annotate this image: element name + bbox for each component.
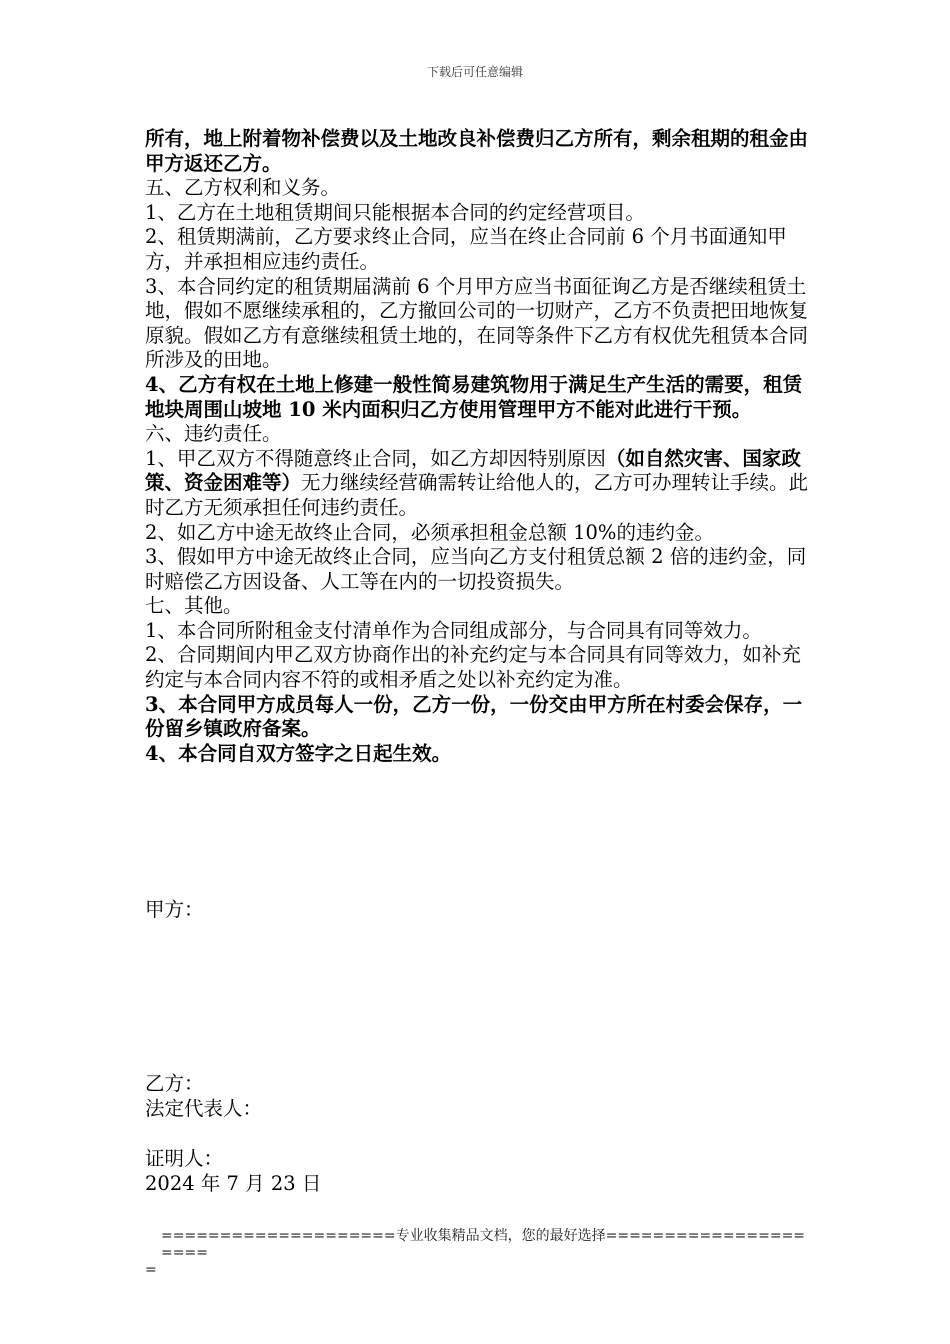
- page-header: 下载后可任意编辑: [426, 65, 523, 79]
- clause-5-2: 2、租赁期满前，乙方要求终止合同，应当在终止合同前 6 个月书面通知甲方，并承担相应违约责任。: [145, 225, 787, 273]
- page-footer: [145, 1228, 813, 1279]
- clause-5-3: 3、本合同约定的租赁期届满前 6 个月甲方应当书面征询乙方是否继续租赁土地，假如不愿继续承租的，乙方撤回公司的一切财产，乙方不负责把田地恢复原貌。假如乙方有意继续租赁土地的，在同等条件下乙方有权优先租赁本合同所涉及的田地。: [145, 274, 809, 372]
- clause-6-1-text-before: 1、甲乙双方不得随意终止合同，如乙方却因特别原因: [145, 446, 606, 470]
- section-heading-rights: 五、乙方权利和义务。: [145, 176, 341, 200]
- clause-6-3: 3、假如甲方中途无故终止合同，应当向乙方支付租赁总额 2 倍的违约金，同时赔偿乙方因设备、人工等在内的一切投资损失。: [145, 545, 807, 593]
- clause-5-1: 1、乙方在土地租赁期间只能根据本合同的约定经营项目。: [145, 200, 645, 224]
- clause-7-2: 2、合同期间内甲乙双方协商作出的补充约定与本合同具有同等效力，如补充约定与本合同内容不符的或相矛盾之处以补充约定为准。: [145, 643, 801, 692]
- footer-banner: ====================专业收集精品文档，您的最好选择=====================: [161, 1228, 806, 1261]
- clause-6-2: 2、如乙方中途无故终止合同，必须承担租金总额 10%的违约金。: [145, 520, 714, 544]
- clause-5-4: 4、乙方有权在土地上修建一般性简易建筑物用于满足生产生活的需要，租赁地块周围山坡地 10 米内面积归乙方使用管理甲方不能对此进行干预。: [145, 372, 803, 421]
- clause-6-1: [145, 447, 813, 521]
- paragraph-rent-refund: 所有，地上附着物补偿费以及土地改良补偿费归乙方所有，剩余租期的租金由甲方返还乙方。: [145, 127, 809, 175]
- clause-7-3: 3、本合同甲方成员每人一份，乙方一份，一份交由甲方所在村委会保存，一份留乡镇政府备案。: [145, 692, 803, 741]
- clause-7-4: 4、本合同自双方签字之日起生效。: [145, 741, 452, 765]
- legal-rep-signature-label: 法定代表人：: [145, 1097, 263, 1120]
- witness-signature-label: 证明人：: [145, 1147, 224, 1170]
- clause-7-1: 1、本合同所附租金支付清单作为合同组成部分，与合同具有同等效力。: [145, 618, 762, 642]
- contract-body: [145, 127, 813, 766]
- clause-6-1-text-after: 无力继续经营确需转让给他人的，乙方可办理转让手续。此时乙方无须承担任何违约责任。: [145, 471, 809, 519]
- footer-banner-continuation: =: [145, 1262, 157, 1278]
- clause-6-1-text-bold: （如自然灾害、国家政策、资金困难等）: [145, 446, 801, 495]
- signing-date: 2024 年 7 月 23 日: [145, 1172, 322, 1195]
- section-heading-liability: 六、违约责任。: [145, 422, 282, 446]
- party-b-signature-label: 乙方：: [145, 1072, 204, 1095]
- section-heading-other: 七、其他。: [145, 594, 243, 618]
- party-a-signature-label: 甲方：: [145, 898, 204, 921]
